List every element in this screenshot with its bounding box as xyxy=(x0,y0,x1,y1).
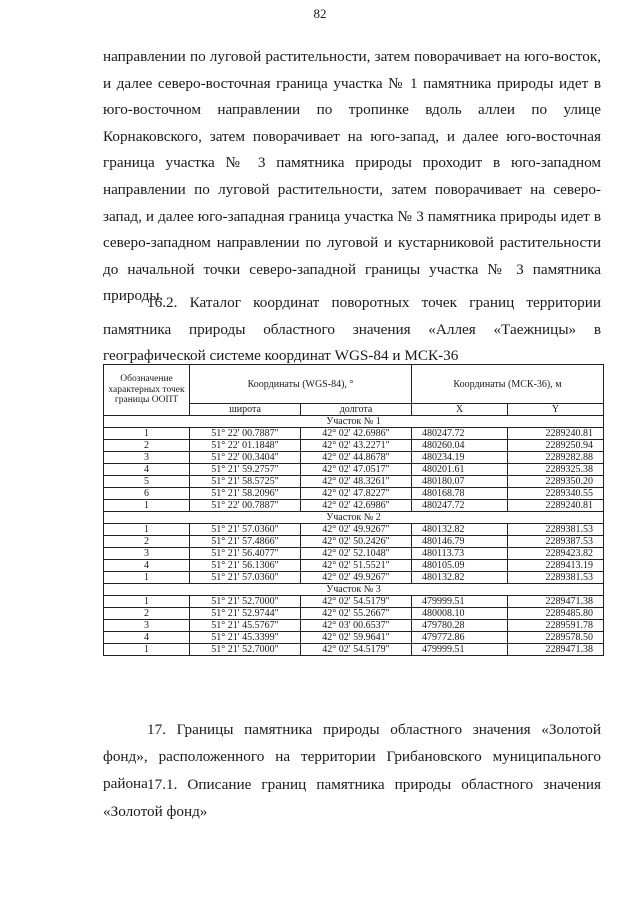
longitude-cell: 42° 02' 54.5179" xyxy=(301,596,412,608)
section-17-heading: 17. Границы памятника природы областного значения «Золотой фонд», расположенного на территории Грибановского муниципального района xyxy=(103,721,601,792)
point-number-cell: 1 xyxy=(104,428,190,440)
point-number-cell: 6 xyxy=(104,488,190,500)
table-row xyxy=(104,596,604,608)
x-cell: 480180.07 xyxy=(412,476,508,488)
x-cell: 480247.72 xyxy=(412,428,508,440)
latitude-cell: 51° 21' 56.1306" xyxy=(190,560,301,572)
latitude-cell: 51° 22' 00.7887" xyxy=(190,428,301,440)
table-row xyxy=(104,524,604,536)
table-row xyxy=(104,500,604,512)
x-cell: 480105.09 xyxy=(412,560,508,572)
point-number-cell: 1 xyxy=(104,572,190,584)
table-row xyxy=(104,644,604,656)
y-cell: 2289240.81 xyxy=(508,500,604,512)
y-cell: 2289381.53 xyxy=(508,572,604,584)
y-cell: 2289423.82 xyxy=(508,548,604,560)
header-longitude: долгота xyxy=(301,404,412,416)
x-cell: 480008.10 xyxy=(412,608,508,620)
point-number-cell: 3 xyxy=(104,620,190,632)
x-cell: 480132.82 xyxy=(412,524,508,536)
header-wgs-group: Координаты (WGS-84), ° xyxy=(190,365,412,404)
latitude-cell: 51° 21' 59.2757" xyxy=(190,464,301,476)
point-number-cell: 4 xyxy=(104,632,190,644)
x-cell: 480146.79 xyxy=(412,536,508,548)
longitude-cell: 42° 02' 42.6986" xyxy=(301,428,412,440)
longitude-cell: 42° 02' 49.9267" xyxy=(301,524,412,536)
longitude-cell: 42° 02' 52.1048" xyxy=(301,548,412,560)
point-number-cell: 3 xyxy=(104,452,190,464)
y-cell: 2289240.81 xyxy=(508,428,604,440)
longitude-cell: 42° 02' 54.5179" xyxy=(301,644,412,656)
x-cell: 479999.51 xyxy=(412,596,508,608)
point-number-cell: 1 xyxy=(104,524,190,536)
y-cell: 2289325.38 xyxy=(508,464,604,476)
section-row xyxy=(104,584,604,596)
point-number-cell: 2 xyxy=(104,440,190,452)
header-latitude: широта xyxy=(190,404,301,416)
y-cell: 2289413.19 xyxy=(508,560,604,572)
x-cell: 479999.51 xyxy=(412,644,508,656)
latitude-cell: 51° 21' 52.7000" xyxy=(190,644,301,656)
longitude-cell: 42° 02' 59.9641" xyxy=(301,632,412,644)
y-cell: 2289340.55 xyxy=(508,488,604,500)
x-cell: 480247.72 xyxy=(412,500,508,512)
x-cell: 480201.61 xyxy=(412,464,508,476)
latitude-cell: 51° 21' 52.9744" xyxy=(190,608,301,620)
latitude-cell: 51° 22' 01.1848" xyxy=(190,440,301,452)
y-cell: 2289250.94 xyxy=(508,440,604,452)
longitude-cell: 42° 02' 43.2271" xyxy=(301,440,412,452)
longitude-cell: 42° 02' 44.8678" xyxy=(301,452,412,464)
header-msk-group: Координаты (МСК-36), м xyxy=(412,365,604,404)
point-number-cell: 3 xyxy=(104,548,190,560)
latitude-cell: 51° 21' 58.5725" xyxy=(190,476,301,488)
y-cell: 2289485.80 xyxy=(508,608,604,620)
x-cell: 479780.28 xyxy=(412,620,508,632)
latitude-cell: 51° 21' 56.4077" xyxy=(190,548,301,560)
coordinates-table-body xyxy=(104,416,604,656)
longitude-cell: 42° 02' 49.9267" xyxy=(301,572,412,584)
longitude-cell: 42° 02' 51.5521" xyxy=(301,560,412,572)
y-cell: 2289471.38 xyxy=(508,596,604,608)
latitude-cell: 51° 21' 58.2096" xyxy=(190,488,301,500)
table-row xyxy=(104,608,604,620)
table-row xyxy=(104,488,604,500)
table-row xyxy=(104,452,604,464)
y-cell: 2289578.50 xyxy=(508,632,604,644)
x-cell: 479772.86 xyxy=(412,632,508,644)
latitude-cell: 51° 21' 45.3399" xyxy=(190,632,301,644)
point-number-cell: 1 xyxy=(104,644,190,656)
longitude-cell: 42° 02' 42.6986" xyxy=(301,500,412,512)
table-row xyxy=(104,620,604,632)
longitude-cell: 42° 02' 47.8227" xyxy=(301,488,412,500)
y-cell: 2289591.78 xyxy=(508,620,604,632)
header-point-label: Обозначение характерных точек границы ООПТ xyxy=(104,365,190,416)
section-title: Участок № 1 xyxy=(104,416,604,428)
x-cell: 480113.73 xyxy=(412,548,508,560)
point-number-cell: 2 xyxy=(104,608,190,620)
latitude-cell: 51° 21' 57.0360" xyxy=(190,572,301,584)
section-title: Участок № 3 xyxy=(104,584,604,596)
latitude-cell: 51° 21' 57.0360" xyxy=(190,524,301,536)
point-number-cell: 4 xyxy=(104,464,190,476)
table-row xyxy=(104,476,604,488)
x-cell: 480260.04 xyxy=(412,440,508,452)
y-cell: 2289282.88 xyxy=(508,452,604,464)
y-cell: 2289471.38 xyxy=(508,644,604,656)
longitude-cell: 42° 02' 48.3261" xyxy=(301,476,412,488)
point-number-cell: 5 xyxy=(104,476,190,488)
point-number-cell: 4 xyxy=(104,560,190,572)
y-cell: 2289381.53 xyxy=(508,524,604,536)
table-row xyxy=(104,440,604,452)
longitude-cell: 42° 02' 50.2426" xyxy=(301,536,412,548)
latitude-cell: 51° 22' 00.3404" xyxy=(190,452,301,464)
latitude-cell: 51° 21' 57.4866" xyxy=(190,536,301,548)
catalog-heading-paragraph: 16.2. Каталог координат поворотных точек границ территории памятника природы областного значения «Аллея «Таежницы» в географической системе координат WGS-84 и МСК-36 xyxy=(103,294,601,365)
longitude-cell: 42° 03' 00.6537" xyxy=(301,620,412,632)
table-row xyxy=(104,428,604,440)
section-row xyxy=(104,416,604,428)
table-row xyxy=(104,548,604,560)
table-row xyxy=(104,464,604,476)
longitude-cell: 42° 02' 55.2667" xyxy=(301,608,412,620)
x-cell: 480234.19 xyxy=(412,452,508,464)
point-number-cell: 1 xyxy=(104,596,190,608)
section-17-1-heading: 17.1. Описание границ памятника природы областного значения «Золотой фонд» xyxy=(103,776,601,820)
latitude-cell: 51° 21' 52.7000" xyxy=(190,596,301,608)
header-x: X xyxy=(412,404,508,416)
header-y: Y xyxy=(508,404,604,416)
y-cell: 2289350.20 xyxy=(508,476,604,488)
boundary-description-paragraph: направлении по луговой растительности, затем поворачивает на юго-восток, и далее северо-восточная граница участка № 1 памятника природы идет в юго-восточном направлении по тропинке вдоль аллеи по улице Корнаковского, затем поворачивает на юго-запад, и далее юго-восточная граница участка № 3 памятника природы проходит в юго-западном направлении по луговой растительности, затем поворачивает на северо-запад, и далее юго-западная граница участка № 3 памятника природы идет в северо-западном направлении по луговой и кустарниковой растительности до начальной точки северо-западной границы участка № 3 памятника природы. xyxy=(103,48,601,305)
table-row xyxy=(104,560,604,572)
y-cell: 2289387.53 xyxy=(508,536,604,548)
latitude-cell: 51° 22' 00.7887" xyxy=(190,500,301,512)
section-row xyxy=(104,512,604,524)
coordinates-table xyxy=(103,364,604,656)
x-cell: 480168.78 xyxy=(412,488,508,500)
point-number-cell: 2 xyxy=(104,536,190,548)
table-row xyxy=(104,572,604,584)
point-number-cell: 1 xyxy=(104,500,190,512)
page-number: 82 xyxy=(313,6,327,21)
table-row xyxy=(104,632,604,644)
latitude-cell: 51° 21' 45.5767" xyxy=(190,620,301,632)
section-title: Участок № 2 xyxy=(104,512,604,524)
table-row xyxy=(104,536,604,548)
x-cell: 480132.82 xyxy=(412,572,508,584)
longitude-cell: 42° 02' 47.0517" xyxy=(301,464,412,476)
